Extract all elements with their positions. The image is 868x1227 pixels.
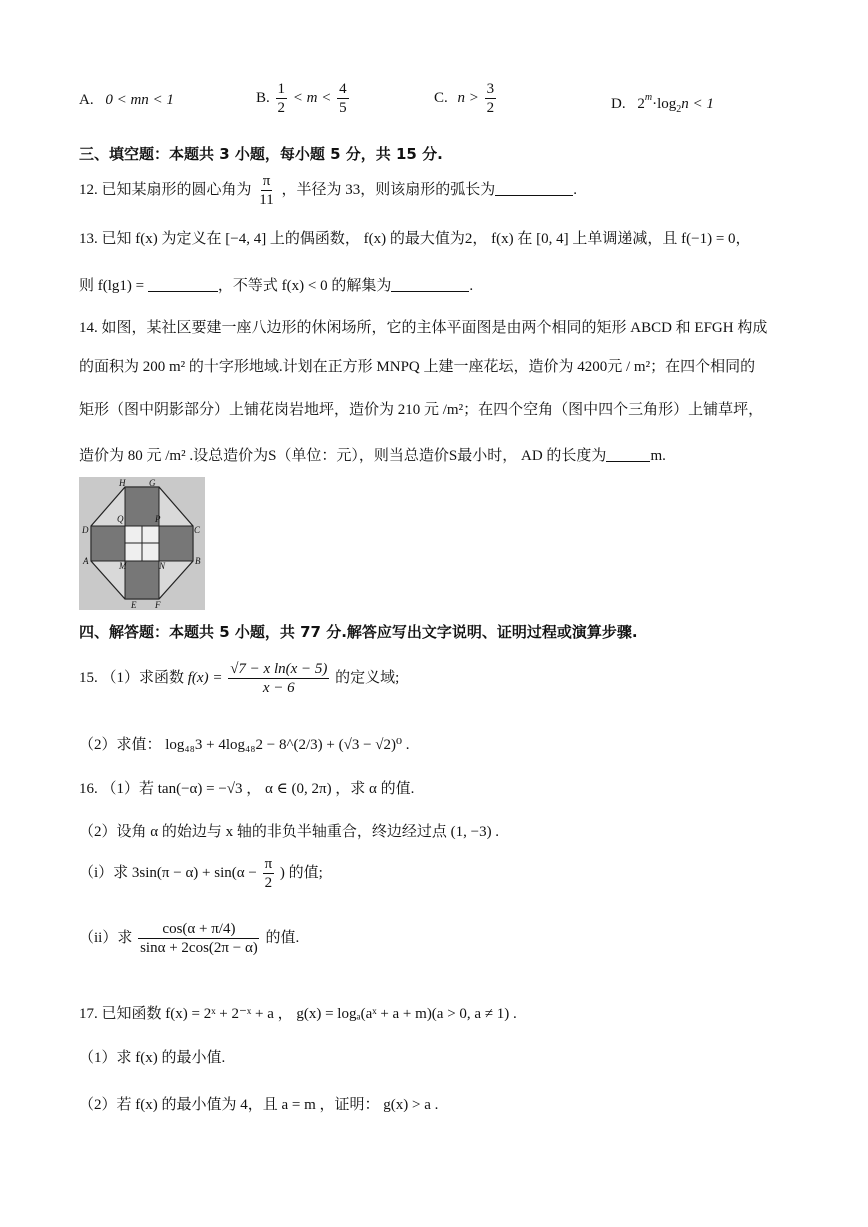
q16-part-1: 16. （1）若 tan(−α) = −√3 ， α ∈ (0, 2π) ，求 α 的值. [79,781,415,797]
question-12 [79,172,577,209]
q12-prefix: 12. 已知某扇形的圆心角为 [79,181,252,198]
label-c: C [194,525,201,535]
q12-answer-blank[interactable] [495,181,573,196]
figure-svg [79,477,205,610]
option-d-base: 2 [637,96,645,112]
option-b-mid: < m < [292,89,332,106]
q13-part-a: 则 f(lg1) = [79,278,145,294]
q15-function-fraction: $\frac{\text{√7 − x ln(x − 5)}}{x - 6}$ [230,661,328,696]
q17-part-1: （1）求 f(x) 的最小值. [79,1050,226,1066]
option-a-expr: 0 < mn < 1 [105,92,174,108]
q16-ii-fraction: $\frac{\cos(\alpha + \pi/4)}{\sin\alpha + 2\cos(2\pi - \alpha)}$ [140,921,258,956]
q14-line-4-text: 造价为 80 元 /m² .设总造价为S（单位：元），则当总造价S最小时， AD 的长度为 [79,448,607,464]
q12-end: . [573,181,577,198]
q13-line-1: 13. 已知 f(x) 为定义在 [−4, 4] 上的偶函数， f(x) 的最大值为2， f(x) 在 [0, 4] 上单调递减，且 f(−1) = 0， [79,231,751,247]
q14-line-1: 14. 如图，某社区要建一座八边形的休闲场所，它的主体平面图是由两个相同的矩形 ABCD 和 EFGH 构成 [79,320,768,336]
q15-part-1 [79,660,399,697]
label-n: N [159,561,166,571]
section-4-title: 四、解答题：本题共 5 小题，共 77 分.解答应写出文字说明、证明过程或演算步骤. [79,623,638,641]
option-c-expr: n > [457,89,479,106]
option-d-exponent: m [644,92,653,103]
label-p: P [155,514,161,524]
q12-suffix: ，半径为 33，则该扇形的弧长为 [281,181,496,198]
label-f: F [155,600,161,610]
option-b-right-fraction: $\frac{4}{5}$ [339,81,347,116]
q14-answer-blank[interactable] [606,447,650,462]
q15-p1-prefix: 15. （1）求函数 [79,669,185,686]
q16-ii-prefix: （ii）求 [79,929,133,946]
q16-i-fraction: $\frac{\pi}{2}$ [264,856,273,891]
q15-part-2 [79,733,410,754]
label-m: M [119,561,127,571]
q17-part-2: （2）若 f(x) 的最小值为 4，且 a = m ，证明： g(x) > a . [79,1097,439,1113]
q13-part-b: ，不等式 f(x) < 0 的解集为 [217,278,392,294]
q13-answer-blank-1[interactable] [148,277,218,292]
option-d [611,92,714,115]
q16-i-prefix: （i）求 3sin(π − α) + sin(α − [79,864,257,881]
label-b: B [195,556,201,566]
q15-p1-suffix: 的定义域; [335,669,400,686]
section-3-title: 三、填空题：本题共 3 小题，每小题 5 分，共 15 分. [79,145,443,163]
option-d-log-base: 2 [676,104,682,115]
q14-unit: m. [650,448,666,464]
q14-line-3: 矩形（图中阴影部分）上铺花岗岩地坪，造价为 210 元 /m²；在四个空角（图中四个三角形）上铺草坪， [79,402,764,418]
option-b-left-fraction: $\frac{1}{2}$ [277,81,286,116]
option-d-tail: n < 1 [681,96,714,112]
q15-fx: f(x) = [187,669,223,686]
q14-line-4 [79,444,666,465]
option-d-label: D. [611,96,626,112]
octagon-cross-figure [79,477,205,610]
q16-sub-i [79,855,323,892]
option-d-log: ·log [652,96,677,112]
q16-i-suffix: ) 的值; [279,864,323,881]
q12-angle-fraction: $\frac{\pi}{11}$ [259,173,274,208]
q13-part-c: . [469,278,474,294]
label-d: D [82,525,89,535]
q13-line-2 [79,274,473,295]
q13-answer-blank-2[interactable] [391,277,469,292]
label-a: A [83,556,89,566]
q16-ii-suffix: 的值. [265,929,300,946]
q16-part-2: （2）设角 α 的始边与 x 轴的非负半轴重合，终边经过点 (1, −3) . [79,824,500,840]
label-q: Q [117,514,124,524]
option-b-label: B. [256,89,270,106]
q15-p2-expression: log₄₈3 + 4log₄₈2 − 8^(2/3) + (√3 − √2)⁰ . [165,737,410,753]
label-e: E [131,600,137,610]
q15-p2-prefix: （2）求值： [79,737,162,753]
option-c-label: C. [434,89,448,106]
q14-line-2: 的面积为 200 m² 的十字形地域.计划在正方形 MNPQ 上建一座花坛，造价为 4200元 / m²；在四个相同的 [79,359,756,375]
q16-sub-ii [79,920,299,957]
q17-statement: 17. 已知函数 f(x) = 2ˣ + 2⁻ˣ + a ， g(x) = logₐ(aˣ + a + m)(a > 0, a ≠ 1) . [79,1006,517,1022]
option-a [79,92,174,109]
option-b [256,80,351,117]
option-a-label: A. [79,92,94,108]
option-c [434,80,498,117]
option-c-fraction: $\frac{3}{2}$ [486,81,495,116]
label-g: G [149,478,156,488]
label-h: H [119,478,126,488]
